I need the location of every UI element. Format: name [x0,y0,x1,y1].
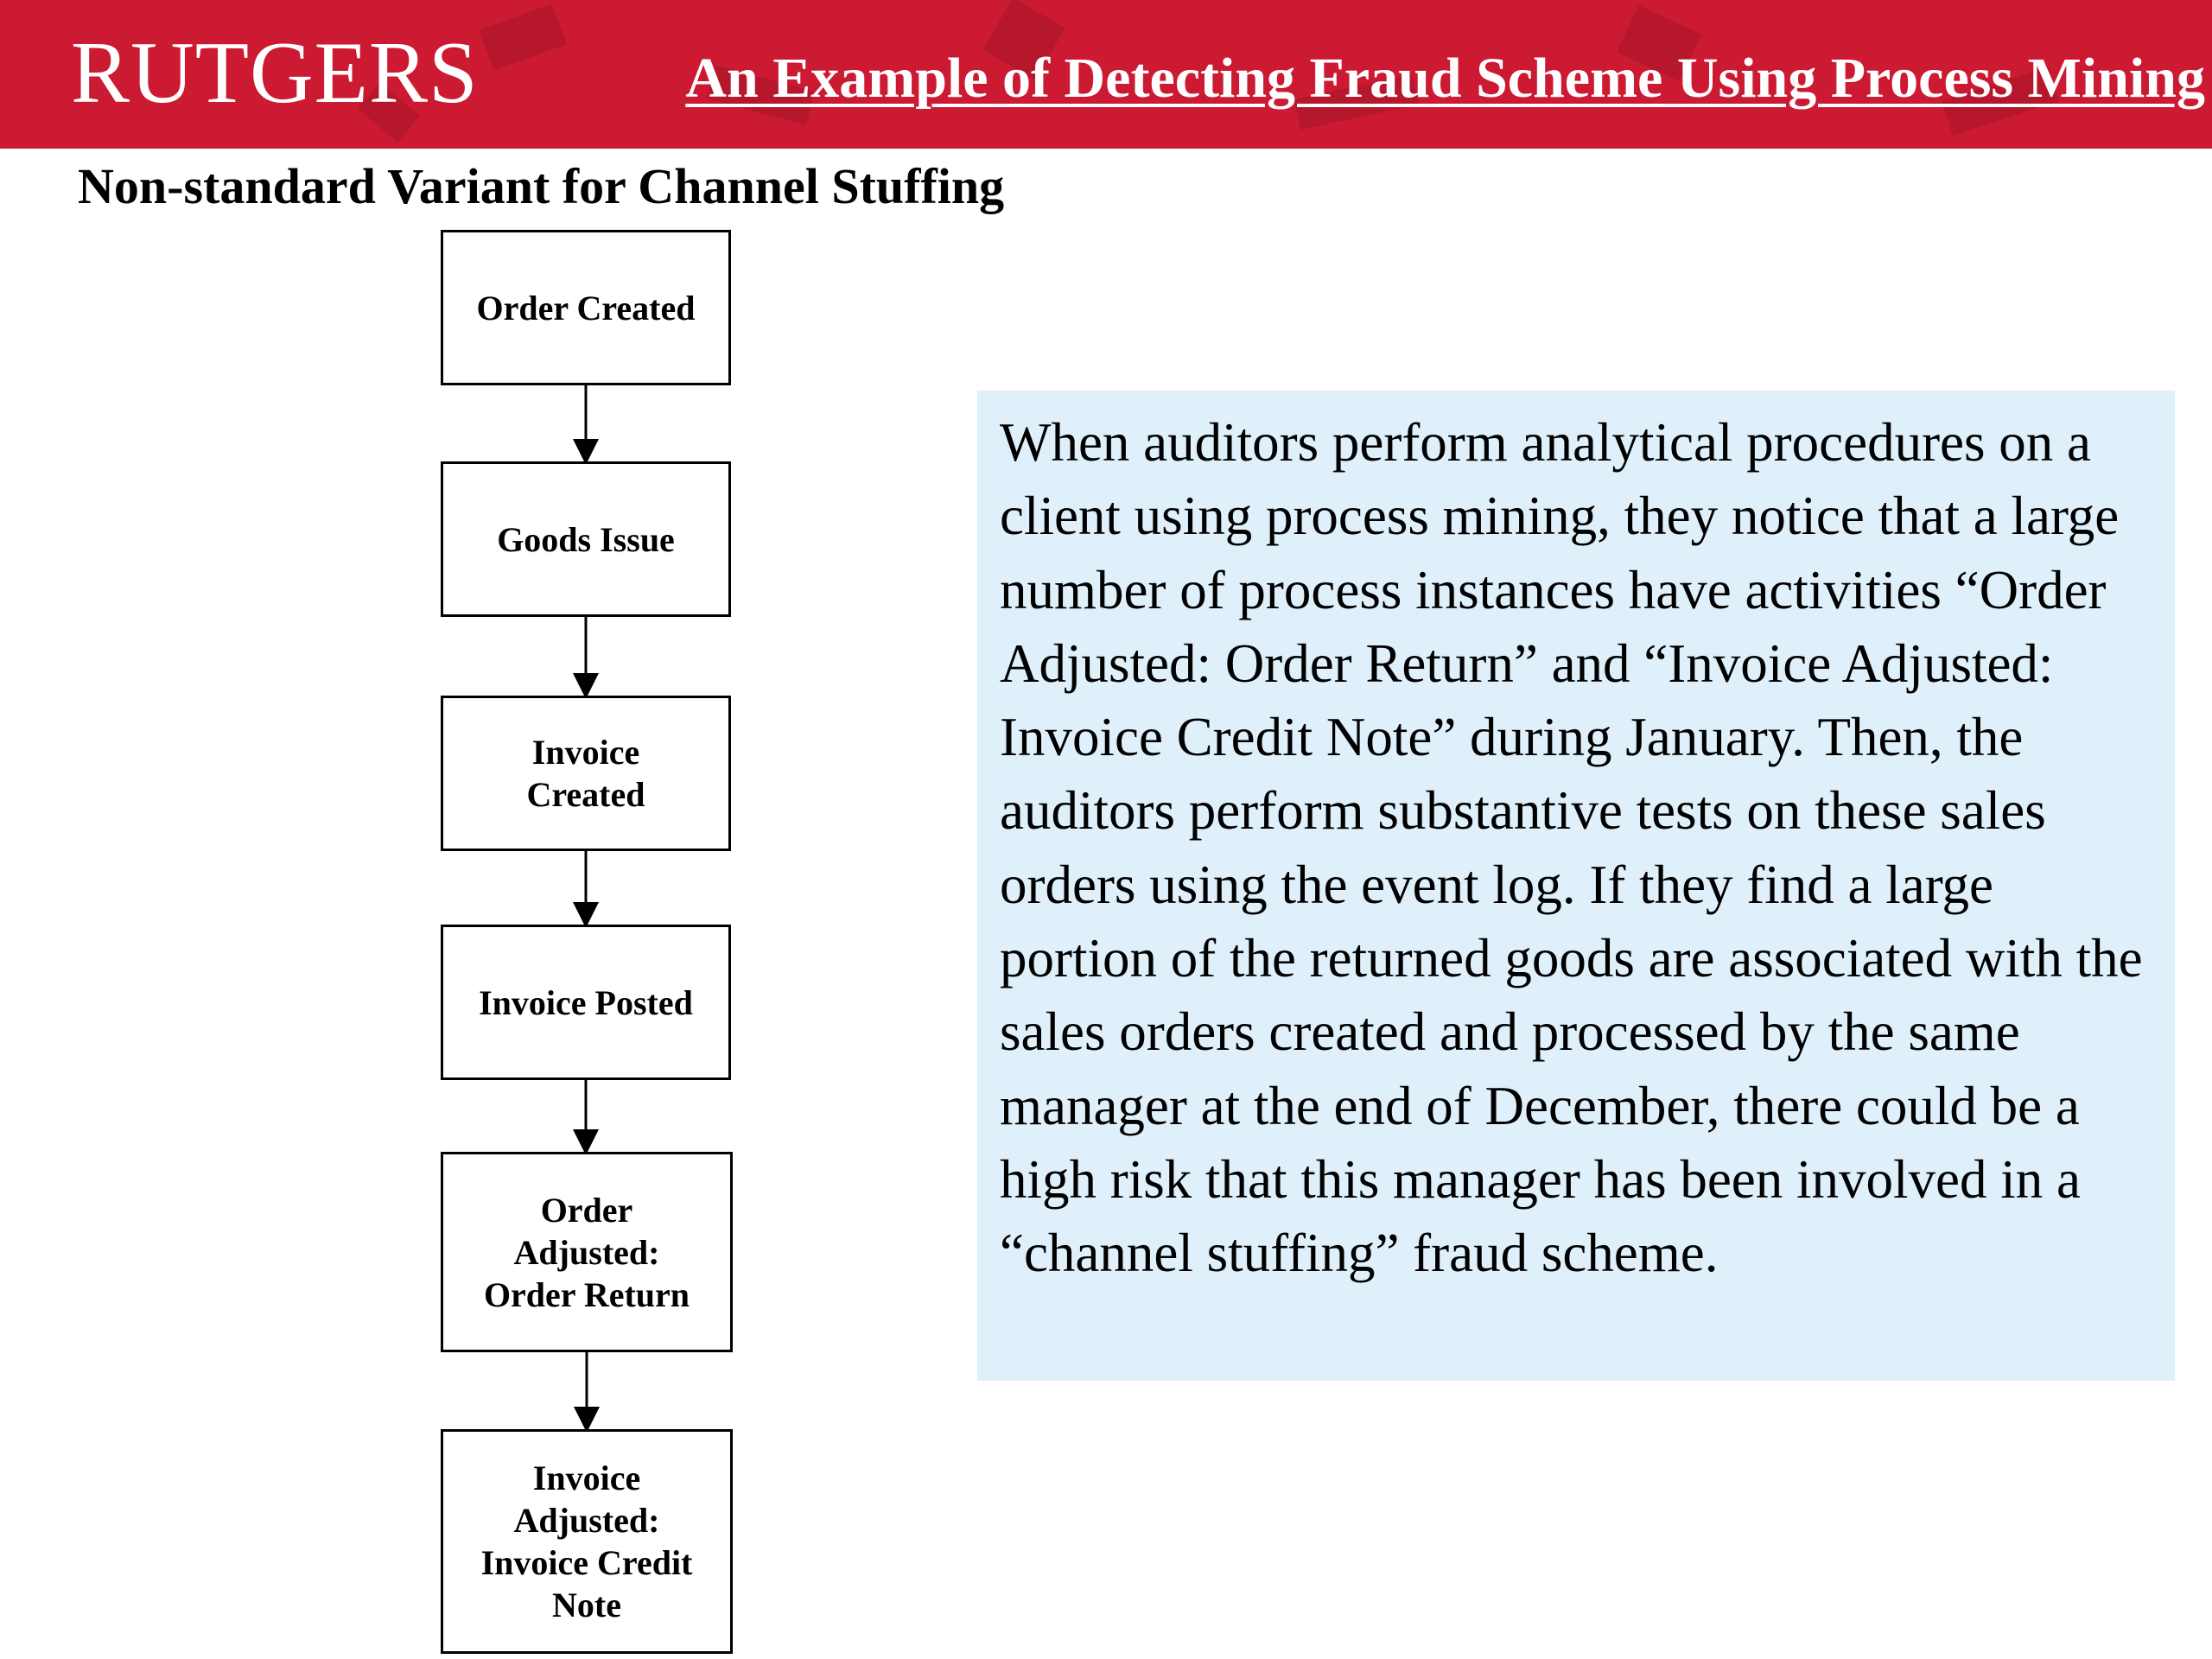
diagram-subtitle: Non-standard Variant for Channel Stuffing [78,158,1005,214]
flow-node-label: Invoice Adjusted: Invoice Credit Note [480,1459,693,1624]
explanation-text: When auditors perform analytical procedures on a client using process mining, they notice that a large number of process instances have activities “Order Adjusted: Order Return” and “Invoice Adjusted: Invoice Credit Note” during January. Then, the auditors perform substantive tests on these sales orders using the event log. If they find a large portion of the returned goods are associated with the sales orders created and processed by the same manager at the end of December, there could be a high risk that this manager has been involved in a “channel stuffing” fraud scheme. [1000,412,2143,1284]
flow-node-order-created [441,230,731,385]
explanation-box [977,391,2175,1381]
rutgers-logo[interactable]: RUTGERS [71,24,479,122]
flow-node-goods-issue [441,461,731,617]
slide-title: An Example of Detecting Fraud Scheme Using Process Mining [685,47,2205,110]
flow-node-label: Order Adjusted: Order Return [483,1190,690,1314]
flow-node-label: Invoice Posted [479,982,693,1022]
flow-node-label: Order Created [476,288,696,327]
flow-node-order-adjusted [441,1152,733,1352]
flow-node-invoice-created [441,696,731,851]
flow-node-invoice-adjusted [441,1429,733,1654]
flow-node-label: Invoice Created [526,733,645,814]
flow-node-label: Goods Issue [497,519,675,559]
flow-node-invoice-posted [441,925,731,1080]
